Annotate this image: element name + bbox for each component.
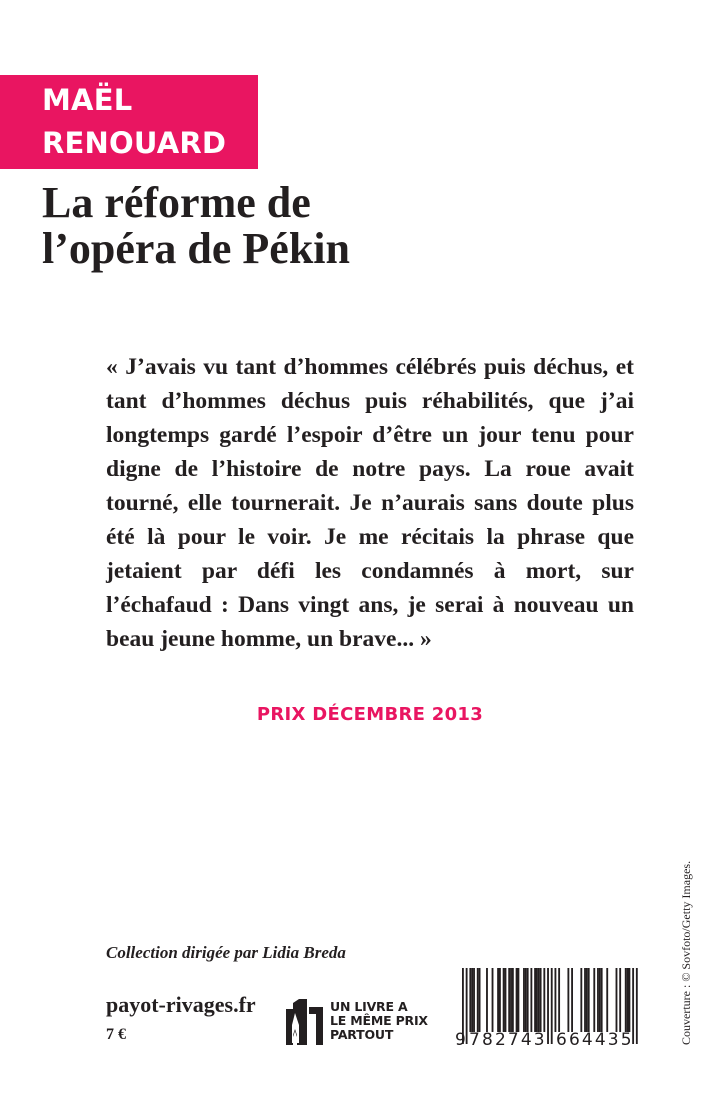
blurb-quote <box>106 350 634 656</box>
quote-line: longtemps gardé l’espoir d’être un jour tenu pour <box>106 422 634 448</box>
svg-text:9: 9 <box>455 1030 466 1048</box>
svg-text:7: 7 <box>507 1030 519 1048</box>
svg-text:3: 3 <box>533 1030 545 1048</box>
publisher-website: payot-rivages.fr <box>106 992 256 1017</box>
svg-text:5: 5 <box>620 1030 632 1048</box>
quote-line: « J’avais vu tant d’hommes célébrés puis déchus, et <box>106 354 634 380</box>
author-first-name: MAËL <box>42 83 133 117</box>
svg-text:3: 3 <box>607 1030 619 1048</box>
svg-text:6: 6 <box>568 1030 580 1048</box>
quote-line: tourné, elle tournerait. Je n’aurais sans doute plus <box>106 490 634 516</box>
svg-text:6: 6 <box>556 1030 567 1048</box>
cover-photo-credit: Couverture : © Sovfoto/Getty Images. <box>679 860 693 1045</box>
isbn-barcode <box>452 966 642 1048</box>
ean13-barcode-icon <box>452 966 642 1048</box>
svg-text:7: 7 <box>469 1030 480 1048</box>
quote-line: l’échafaud : Dans vingt ans, je serai à nouveau un <box>106 592 634 618</box>
prize-label: PRIX DÉCEMBRE 2013 <box>256 704 484 725</box>
same-price-text <box>330 1000 428 1042</box>
quote-line: tant d’hommes déchus puis réhabilités, que j’ai <box>106 388 634 414</box>
svg-text:4: 4 <box>520 1030 532 1048</box>
author-last-name: RENOUARD <box>42 126 227 160</box>
quote-line: jetaient par défi les condamnés à mort, sur <box>106 558 634 584</box>
quote-line: été là pour le voir. Je me récitais la phrase que <box>106 524 634 550</box>
svg-text:4: 4 <box>581 1030 593 1048</box>
svg-text:8: 8 <box>482 1030 493 1048</box>
svg-text:2: 2 <box>494 1030 506 1048</box>
price-label: 7 € <box>106 1026 126 1043</box>
book-price-logo-icon <box>285 999 325 1047</box>
book-title <box>42 180 350 272</box>
svg-text:4: 4 <box>594 1030 606 1048</box>
same-price-line: LE MÊME PRIX <box>330 1013 428 1028</box>
book-title-line-1: La réforme de <box>42 178 311 227</box>
quote-line: digne de l’histoire de notre pays. La roue avait <box>106 456 634 482</box>
book-title-line-2: l’opéra de Pékin <box>42 224 350 273</box>
quote-line: beau jeune homme, un brave... » <box>106 626 432 652</box>
collection-editor: Collection dirigée par Lidia Breda <box>106 943 346 962</box>
same-price-line: PARTOUT <box>330 1027 394 1042</box>
same-price-line: UN LIVRE A <box>330 999 408 1014</box>
same-price-logo <box>285 999 435 1047</box>
